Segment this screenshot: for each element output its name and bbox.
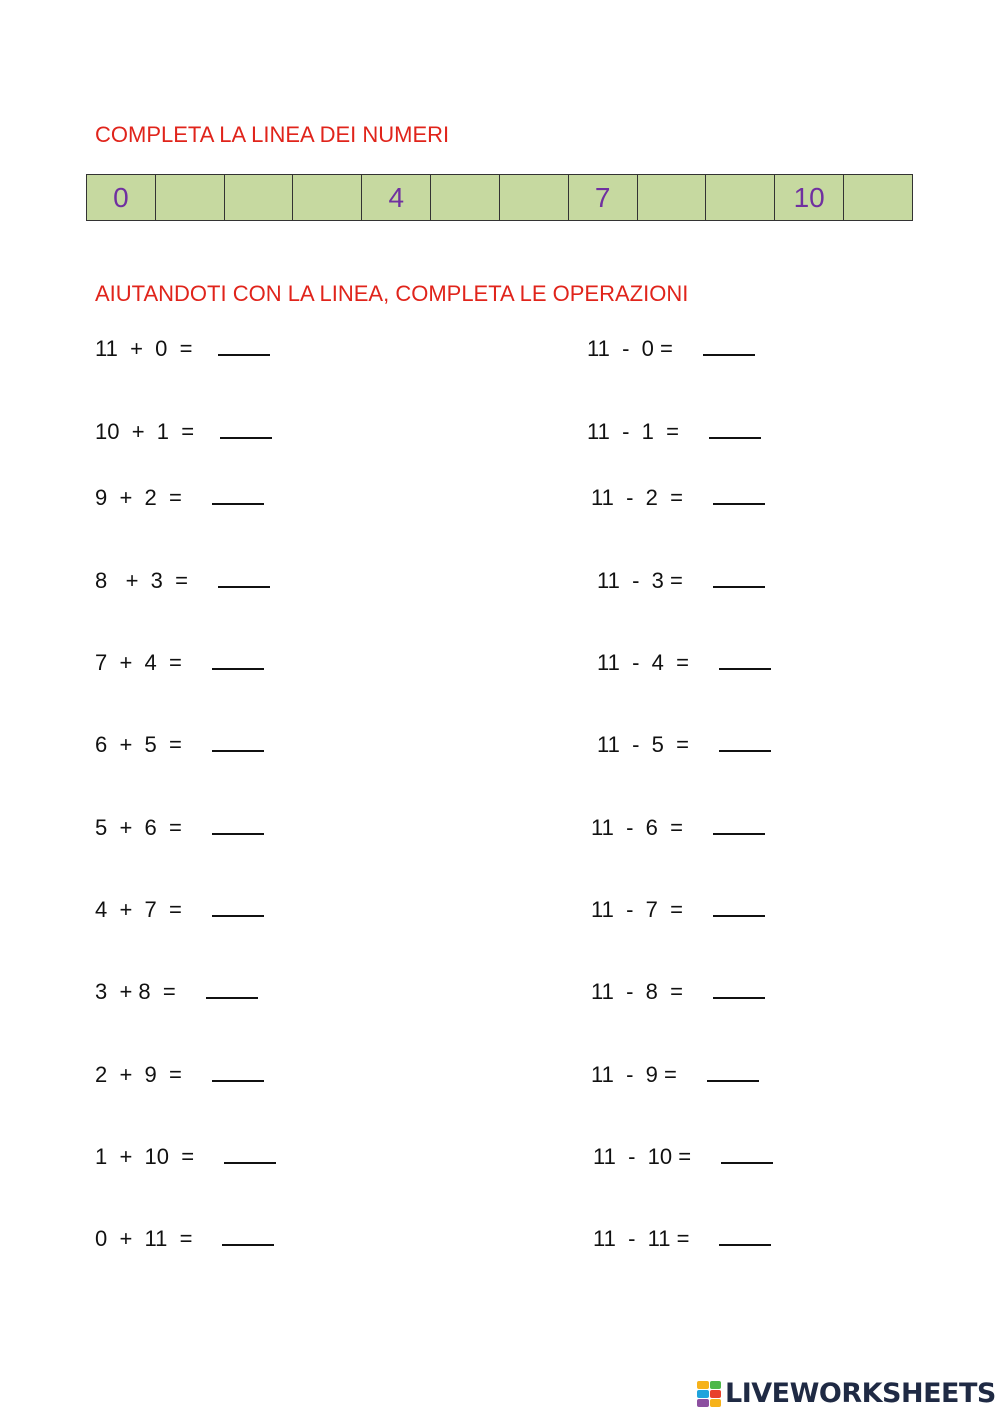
number-line-cell: 0 [87,175,156,220]
number-line-cell-empty[interactable] [225,175,294,220]
addition-row [95,648,264,676]
subtraction-expression: 11 - 5 = [597,732,689,757]
answer-blank[interactable] [212,730,264,752]
subtraction-expression: 11 - 2 = [591,485,683,510]
addition-expression: 6 + 5 = [95,732,182,757]
watermark-text: LIVEWORKSHEETS [725,1378,996,1409]
subtraction-row [591,977,765,1005]
addition-expression: 4 + 7 = [95,897,182,922]
answer-blank[interactable] [218,334,270,356]
answer-blank[interactable] [721,1142,773,1164]
addition-row [95,566,270,594]
addition-expression: 11 + 0 = [95,336,193,361]
subtraction-row [591,895,765,923]
number-line-cell: 10 [775,175,844,220]
answer-blank[interactable] [703,334,755,356]
addition-expression: 0 + 11 = [95,1226,193,1251]
answer-blank[interactable] [713,977,765,999]
answer-blank[interactable] [212,1060,264,1082]
number-line-cell-empty[interactable] [156,175,225,220]
subtraction-row [593,1224,771,1252]
addition-expression: 9 + 2 = [95,485,182,510]
addition-row [95,895,264,923]
answer-blank[interactable] [719,648,771,670]
subtraction-expression: 11 - 9 = [591,1062,677,1087]
number-line-heading: COMPLETA LA LINEA DEI NUMERI [95,122,450,147]
answer-blank[interactable] [212,895,264,917]
subtraction-expression: 11 - 1 = [587,419,679,444]
subtraction-row [591,1060,759,1088]
addition-row [95,813,264,841]
subtraction-row [591,483,765,511]
answer-blank[interactable] [709,417,761,439]
addition-row [95,1224,274,1252]
addition-row [95,1142,276,1170]
answer-blank[interactable] [218,566,270,588]
operations-heading: AIUTANDOTI CON LA LINEA, COMPLETA LE OPERAZIONI [95,281,689,306]
number-line-cell-empty[interactable] [431,175,500,220]
answer-blank[interactable] [713,483,765,505]
subtraction-row [597,648,771,676]
answer-blank[interactable] [713,813,765,835]
liveworksheets-logo-icon [697,1381,721,1407]
number-line-cell-empty[interactable] [706,175,775,220]
number-line-cell: 7 [569,175,638,220]
answer-blank[interactable] [222,1224,274,1246]
subtraction-row [597,566,765,594]
subtraction-row [587,417,761,445]
subtraction-row [593,1142,773,1170]
answer-blank[interactable] [719,1224,771,1246]
subtraction-row [597,730,771,758]
addition-row [95,730,264,758]
number-line-cell-empty[interactable] [844,175,912,220]
addition-expression: 1 + 10 = [95,1144,195,1169]
number-line-cell: 4 [362,175,431,220]
subtraction-expression: 11 - 7 = [591,897,683,922]
answer-blank[interactable] [220,417,272,439]
number-line [86,174,913,221]
answer-blank[interactable] [224,1142,276,1164]
addition-expression: 10 + 1 = [95,419,195,444]
answer-blank[interactable] [212,648,264,670]
subtraction-row [587,334,755,362]
number-line-cell-empty[interactable] [500,175,569,220]
answer-blank[interactable] [212,483,264,505]
number-line-cell-empty[interactable] [638,175,707,220]
answer-blank[interactable] [713,566,765,588]
answer-blank[interactable] [212,813,264,835]
addition-row [95,417,272,445]
answer-blank[interactable] [713,895,765,917]
answer-blank[interactable] [206,977,258,999]
number-line-cell-empty[interactable] [293,175,362,220]
addition-expression: 7 + 4 = [95,650,182,675]
addition-expression: 2 + 9 = [95,1062,182,1087]
addition-expression: 3 + 8 = [95,979,176,1004]
addition-expression: 5 + 6 = [95,815,182,840]
liveworksheets-watermark [697,1378,996,1409]
subtraction-expression: 11 - 8 = [591,979,683,1004]
subtraction-expression: 11 - 3 = [597,568,683,593]
subtraction-expression: 11 - 11 = [593,1226,690,1251]
addition-expression: 8 + 3 = [95,568,188,593]
answer-blank[interactable] [719,730,771,752]
subtraction-expression: 11 - 4 = [597,650,689,675]
addition-row [95,1060,264,1088]
addition-row [95,483,264,511]
addition-row [95,977,258,1005]
addition-row [95,334,270,362]
subtraction-expression: 11 - 6 = [591,815,683,840]
subtraction-expression: 11 - 10 = [593,1144,692,1169]
answer-blank[interactable] [707,1060,759,1082]
subtraction-expression: 11 - 0 = [587,336,673,361]
subtraction-row [591,813,765,841]
